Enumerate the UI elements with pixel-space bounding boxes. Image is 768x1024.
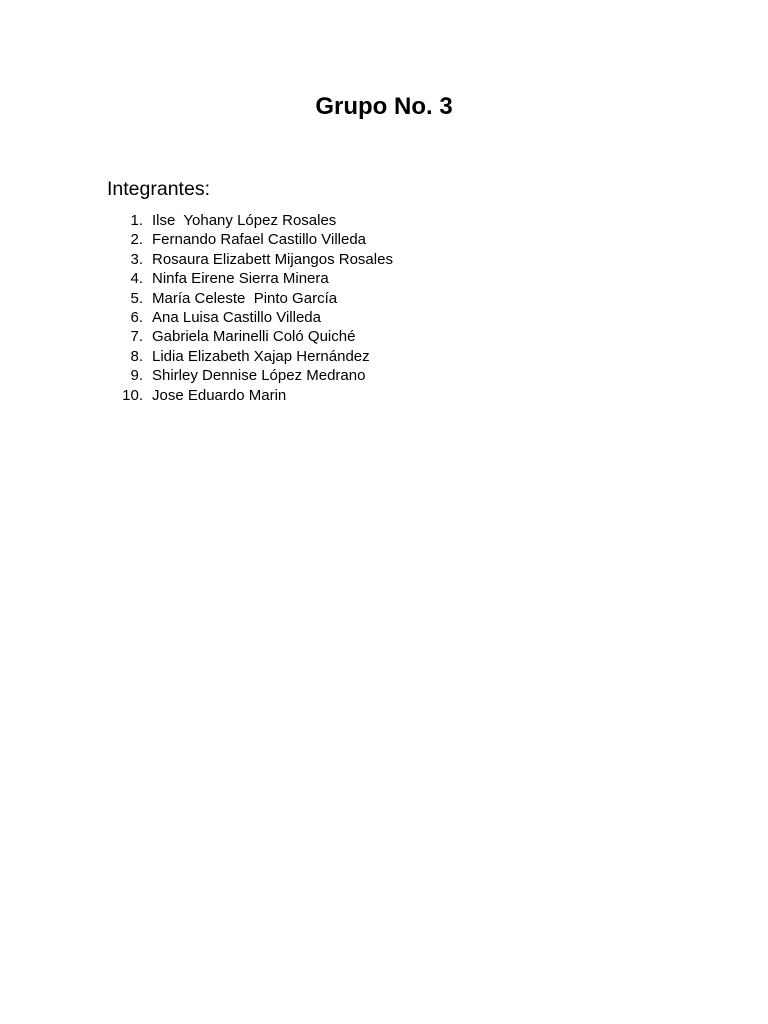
section-label-integrantes: Integrantes: [107,178,210,200]
list-item [107,366,393,385]
list-item-name: María Celeste Pinto García [152,289,338,307]
list-item [107,386,393,405]
list-item-number: 7. [130,328,143,346]
list-item-number: 1. [130,212,143,229]
list-item [107,289,393,308]
list-item-number: 9. [130,367,143,385]
member-list [107,211,393,405]
list-item [107,308,393,327]
list-item-name: Jose Eduardo Marin [152,386,287,404]
list-item [107,347,393,366]
list-item-name: Shirley Dennise López Medrano [152,367,366,385]
list-item-name: Fernando Rafael Castillo Villeda [152,231,367,249]
page-title: Grupo No. 3 [315,93,453,120]
list-item [107,211,393,230]
list-item-name: Gabriela Marinelli Coló Quiché [152,328,356,346]
list-item-number: 8. [130,347,143,365]
list-item-name: Ana Luisa Castillo Villeda [152,309,321,327]
list-item-number: 10. [122,386,143,404]
list-item [107,327,393,346]
list-item-name: Ilse Yohany López Rosales [152,212,337,229]
list-item-number: 5. [130,289,143,307]
list-item-number: 6. [130,309,143,327]
list-item-name: Rosaura Elizabett Mijangos Rosales [152,250,393,268]
list-item [107,250,393,269]
list-item-number: 3. [130,250,143,268]
list-item-number: 4. [130,270,143,288]
list-item-name: Lidia Elizabeth Xajap Hernández [152,347,370,365]
list-item-number: 2. [130,231,143,249]
list-item [107,269,393,288]
list-item-name: Ninfa Eirene Sierra Minera [152,270,329,288]
list-item [107,230,393,249]
